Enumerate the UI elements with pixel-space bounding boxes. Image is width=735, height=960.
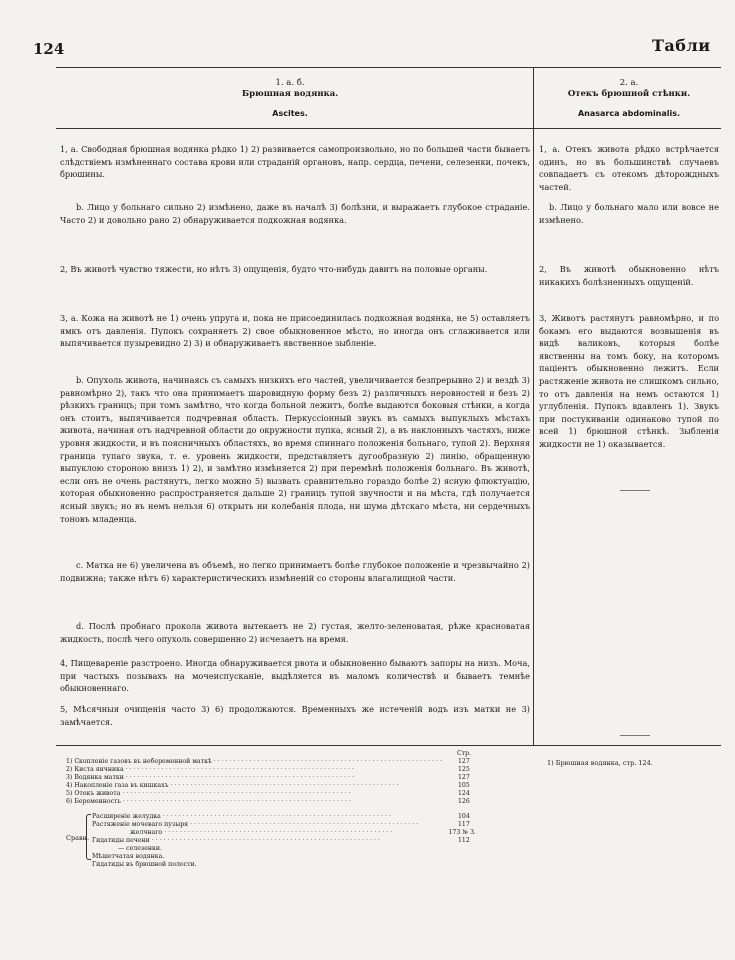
left-paragraph-3a: 3, а. Кожа на животѣ не 1) очень упруга и, пока не присоединилась подкожная водянка, не 5) оставляетъ ямкъ отъ давленія. Пупокъ сохраняетъ 2) свое обыкновенное мѣсто, но иногда онъ сглаживается или выпячивается пузыревидно 2) 3) и обнаруживаетъ явственное зыбленіе. [60,313,530,349]
left-column-latin-title: Ascites. [272,109,308,118]
right-column-latin-title: Anasarca abdominalis. [577,109,681,118]
left-paragraph-3d: d. Послѣ пробнаго прокола живота вытекаетъ не 2) густая, желто-зеленоватая, рѣже красноватая жидкость, послѣ чего опухоль совершенно 2) исчезаетъ на время. [60,621,530,644]
footnote-item: 6) Беременность ·························································· 126 [66,798,470,805]
right-column-header [536,78,722,119]
right-paragraph-2: 2, Въ животѣ обыкновенно нѣтъ никакихъ болѣзненныхъ ощущеній. [539,264,719,287]
left-column-number: 1. а. б. [275,78,305,88]
page-number: 124 [33,40,65,58]
right-footnote: 1) Брюшная водянка, стр. 124. [547,759,653,767]
left-column-header [120,78,460,119]
header-bottom-rule [56,128,721,129]
compare-item: желчнаго ·························································· 173 № 3. [130,829,476,836]
right-section-dash [620,490,650,491]
left-paragraph-4: 4, Пищевареніе разстроено. Иногда обнаруживается рвота и обыкновенно бываютъ запоры на низъ. Моча, при частыхъ позывахъ на мочеиспусканіе, выдѣляется въ маломъ количествѣ и бываетъ темнѣе обыкновеннаго. [60,658,530,694]
footnote-rule [56,745,721,746]
left-column-title: Брюшная водянка. [241,89,339,99]
right-end-dash [620,735,650,736]
right-column-number: 2. а. [619,78,639,88]
table-top-rule [56,67,721,68]
left-paragraph-3b: b. Опухоль живота, начинаясь съ самыхъ низкихъ его частей, увеличивается безпрерывно 2) и вездѣ 3) равномѣрно 2), такъ что она принимаетъ шаровидную форму безъ 2) различныхъ неровностей и безъ 2) рѣзкихъ границъ; при томъ замѣтно, что когда больной лежитъ, болѣе выдаются боковыя стѣнки, а когда онъ стоитъ, выпячивается подчревная область. Перкуссіонный звукъ въ самыхъ выпуклыхъ мѣстахъ живота, начиная отъ надчревной области до окружности пупка, ясный 2), а въ наклонныхъ частяхъ, ниже уровня жидкости, и въ поясничныхъ областяхъ, во время спиннаго положенія больнаго, тупой 2). Верхняя граница тупаго звука, т. е. уровень жидкости, представляетъ дугообразную 2) линію, обращенную выпуклою стороною внизъ 1) 2), и замѣтно измѣняется 2) при перемѣнѣ положенія больнаго. Въ животѣ, если онъ не очень растянутъ, легко можно 5) вызвать сравнительно гораздо болѣе 2) ясную флюктуацію, которая обыкновенно распространяется дальше 2) границъ тупой звучности и на мѣста, гдѣ получается ясный звукъ; но въ немъ нельзя 6) открыть ни колебанія плода, ни шума дѣтскаго мѣста, ни сердечныхъ тоновъ младенца. [60,375,530,524]
running-head: Табли [652,36,711,55]
compare-item: Мѣшетчатая водянка. [92,853,165,860]
compare-item: Растяженіе мочеваго пузыря ·························································· 117 [92,821,470,828]
left-paragraph-1a: 1, а. Свободная брюшная водянка рѣдко 1) 2) развивается самопроизвольно, но по большей части бываетъ слѣдствіемъ измѣненнаго состава крови или страданій органовъ, напр. сердца, печени, селезенки, почекъ, брюшины. [60,144,530,180]
right-column-title: Отекъ брюшной стѣнки. [567,89,691,99]
footnote-list [66,758,476,806]
footnote-item: 5) Отекъ живота ·························································· 124 [66,790,470,797]
left-paragraph-2: 2, Въ животѣ чувство тяжести, но нѣтъ 3) ощущенія, будто что-нибудь давитъ на половые органы. [60,264,488,274]
footnote-page-label: Стр. [457,750,472,757]
compare-item: Расширеніе желудка ·························································· 104 [92,813,470,820]
left-paragraph-5: 5, Мѣсячныя очищенія часто 3) 6) продолжаются. Временныхъ же истеченій водъ изъ матки не 3) замѣчается. [60,704,530,727]
right-paragraph-3: 3, Животъ растянутъ равномѣрно, и по бокамъ его выдаются возвышенія въ видѣ валиковъ, которыя болѣе явственны на томъ боку, на которомъ паціентъ обыкновенно лежитъ. Если растяженіе живота не слишкомъ сильно, то отъ давленія на немъ остаются 1) углубленія. Пупокъ вдавленъ 1). Звукъ при постукиваніи одинаково тупой по всей 1) брюшной стѣнкѣ. Зыбленія жидкости не 1) оказывается. [539,313,719,449]
left-paragraph-3c: c. Матка не 6) увеличена въ объемѣ, но легко принимаетъ болѣе глубокое положеніе и чрезвычайно 2) подвижна; также нѣтъ 6) характеристическихъ измѣненій со стороны влагалищной части. [60,560,530,583]
compare-item: Гидатиды въ брюшной полости. [92,861,197,868]
compare-label: Сравн. [66,834,90,842]
footnote-item: 4) Накопленіе газа въ кишкахъ ·························································· 105 [66,782,470,789]
left-paragraph-1b: b. Лицо у больнаго сильно 2) измѣнено, даже въ началѣ 3) болѣзни, и выражаетъ глубокое страданіе. Часто 2) и довольно рано 2) обнаруживается подкожная водянка. [60,202,530,225]
compare-item: — селезенки. [118,845,162,852]
compare-list [92,813,476,869]
compare-item: Гидатиды печени ·························································· 112 [92,837,470,844]
right-paragraph-1b: b. Лицо у больнаго мало или вовсе не измѣнено. [539,202,719,225]
footnote-item: 3) Водянка матки ·························································· 127 [66,774,470,781]
column-divider [533,67,534,745]
footnote-item: 1) Скопленіе газовъ въ небеременной маткѣ ·························································· 127 [66,758,470,765]
footnote-item: 2) Киста яичника ·························································· 125 [66,766,470,773]
right-paragraph-1a: 1, а. Отекъ живота рѣдко встрѣчается одинъ, но въ большинствѣ случаевъ совпадаетъ съ отекомъ дѣторождныхъ частей. [539,144,719,192]
compare-brace [86,814,91,860]
